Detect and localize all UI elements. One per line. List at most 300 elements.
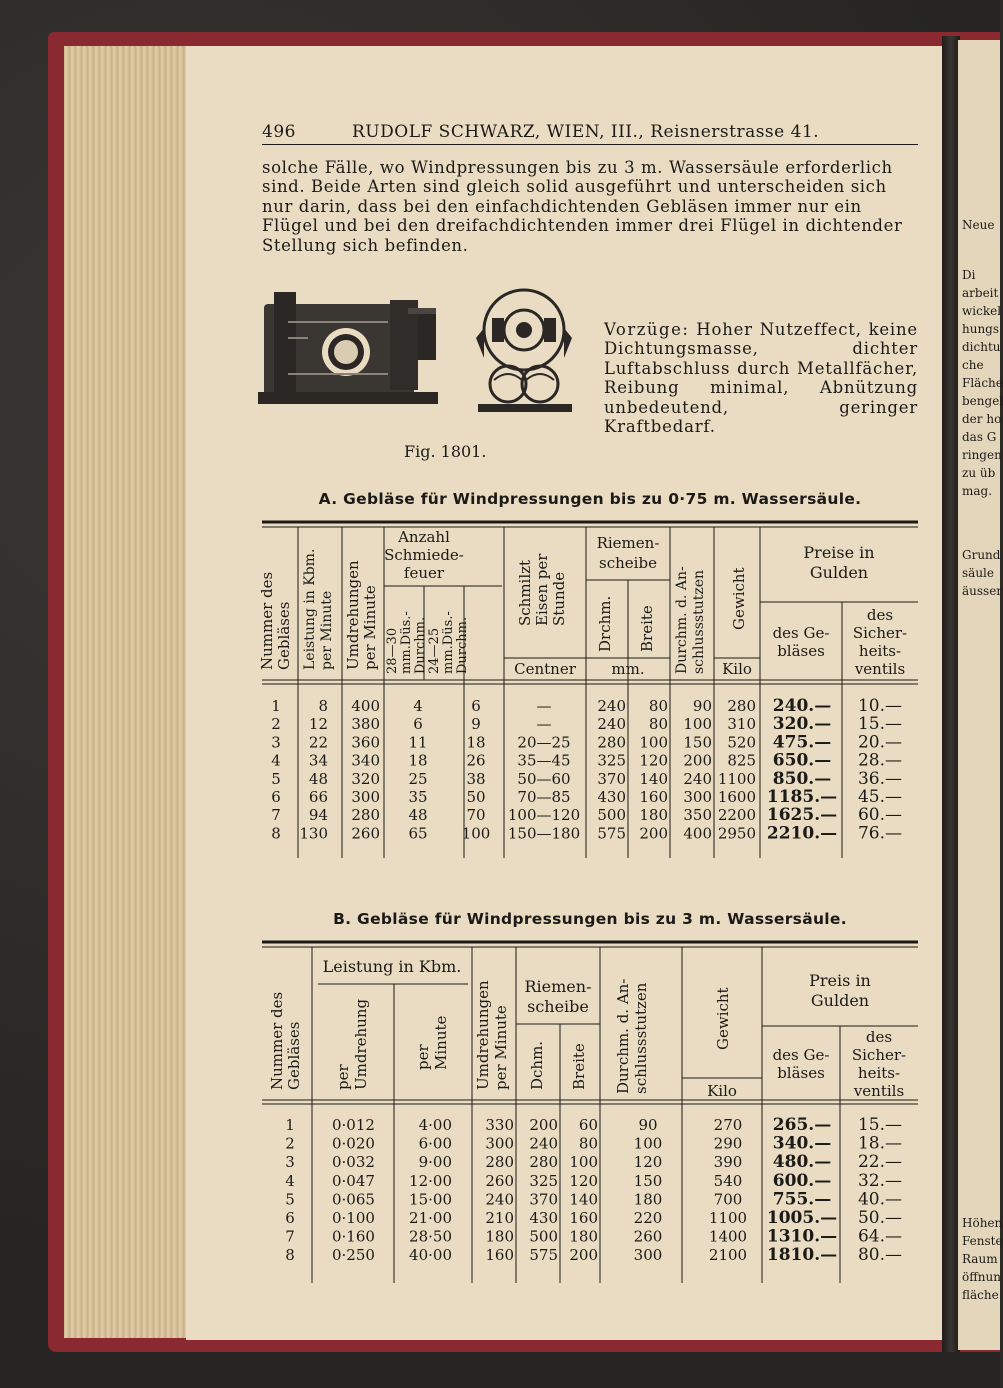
table-cell: 160 bbox=[485, 1246, 514, 1265]
next-page-text: ringen bbox=[962, 448, 1002, 462]
table-cell: 300 bbox=[683, 788, 712, 806]
header-line: schlussstutzen bbox=[691, 569, 707, 674]
table-cell: 100—120 bbox=[507, 806, 581, 825]
table-cell: 265.— bbox=[772, 1115, 832, 1135]
table-cell: 0·047 bbox=[332, 1171, 375, 1190]
table-cell: 3 bbox=[271, 733, 281, 752]
next-page-text: das G bbox=[962, 430, 997, 444]
table-cell: 8 bbox=[271, 824, 281, 843]
page-number: 496 bbox=[262, 122, 296, 142]
table-cell: 1 bbox=[285, 1116, 295, 1134]
table-cell: 35—45 bbox=[517, 751, 571, 770]
next-page-text: Fläche bbox=[962, 376, 1003, 390]
col-header-28-30 bbox=[385, 611, 428, 674]
header-line: Stunde bbox=[550, 571, 568, 626]
table-cell: 8 bbox=[285, 1246, 295, 1265]
table-cell: 0·250 bbox=[332, 1246, 375, 1265]
header-riemen-2: scheibe bbox=[527, 997, 589, 1016]
table-cell: 48 bbox=[308, 769, 328, 788]
table-cell: 20—25 bbox=[517, 733, 571, 752]
next-page-text: arbeit bbox=[962, 286, 999, 300]
header-des-geblaeses-2: bläses bbox=[777, 1064, 825, 1082]
table-cell: 120 bbox=[639, 751, 668, 770]
table-b bbox=[262, 938, 918, 1300]
header-line: Gewicht bbox=[714, 987, 732, 1050]
header-preise-2: Gulden bbox=[809, 563, 869, 582]
table-cell: 9·00 bbox=[418, 1153, 452, 1172]
header-line: mm.Düs.- bbox=[441, 611, 456, 674]
next-page-text: Fenste bbox=[962, 1234, 1003, 1248]
header-line: Dchm. bbox=[528, 1040, 546, 1090]
header-line: Eisen per bbox=[533, 553, 551, 626]
table-cell: 290 bbox=[713, 1134, 743, 1153]
table-cell: 1600 bbox=[717, 788, 756, 806]
table-cell: 7 bbox=[285, 1227, 295, 1246]
header-des-ventils-1: des bbox=[866, 606, 894, 624]
next-page-text: der ho bbox=[962, 412, 1002, 426]
table-cell: 15.— bbox=[857, 714, 903, 735]
table-cell: 240 bbox=[529, 1134, 558, 1153]
header-line: Anzahl bbox=[398, 528, 450, 546]
running-title: RUDOLF SCHWARZ, WIEN, III., Reisnerstrasse 41. bbox=[352, 122, 820, 142]
table-cell: 320.— bbox=[772, 714, 832, 735]
advantages-label: Vorzüge: bbox=[604, 320, 690, 339]
table-cell: 1625.— bbox=[766, 805, 838, 826]
header-preis-2: Gulden bbox=[810, 991, 870, 1010]
table-cell: 48 bbox=[408, 806, 428, 825]
header-des-geblaeses-1: des Ge- bbox=[772, 624, 830, 642]
header-line: Durchm. bbox=[413, 616, 428, 674]
table-cell: 94 bbox=[308, 806, 328, 825]
table-cell: 80 bbox=[648, 697, 668, 715]
header-line: Gebläses bbox=[275, 601, 293, 670]
table-cell: 60.— bbox=[857, 805, 903, 826]
header-line: Drchm. bbox=[596, 595, 614, 652]
next-page-text: Di bbox=[962, 268, 976, 282]
table-cell: 220 bbox=[633, 1209, 663, 1227]
table-cell: 50—60 bbox=[517, 769, 571, 788]
table-cell: 100 bbox=[461, 824, 491, 843]
header-des-ventils-4: ventils bbox=[854, 660, 906, 678]
table-cell: 76.— bbox=[857, 823, 903, 844]
table-cell: 650.— bbox=[772, 750, 832, 771]
table-cell: 22 bbox=[308, 733, 328, 752]
blower-side-view bbox=[258, 292, 438, 404]
table-cell: 280 bbox=[351, 806, 380, 825]
table-cell: 370 bbox=[529, 1190, 558, 1209]
next-page-text: äusser bbox=[962, 584, 1003, 598]
table-cell: 12·00 bbox=[409, 1171, 452, 1190]
table-cell: 66 bbox=[308, 788, 328, 806]
table-cell: 8 bbox=[318, 697, 328, 715]
table-cell: 130 bbox=[299, 824, 328, 843]
header-line: per Minute bbox=[361, 585, 379, 670]
table-cell: 26 bbox=[466, 751, 486, 770]
table-cell: 755.— bbox=[772, 1189, 832, 1210]
table-cell: 380 bbox=[351, 715, 380, 734]
table-cell: 390 bbox=[713, 1153, 743, 1172]
table-cell: 11 bbox=[408, 733, 428, 752]
table-b-body bbox=[285, 1115, 902, 1265]
table-cell: 180 bbox=[639, 806, 668, 825]
table-cell: 4 bbox=[413, 697, 423, 715]
col-header-nummer bbox=[258, 572, 293, 670]
table-cell: 34 bbox=[308, 751, 328, 770]
table-cell: 40.— bbox=[857, 1189, 903, 1210]
table-cell: 18 bbox=[408, 751, 428, 770]
next-page-text: bengel bbox=[962, 394, 1003, 408]
col-header-umdrehungen bbox=[474, 980, 510, 1090]
header-line: mm.Düs.- bbox=[399, 611, 414, 674]
header-line: Minute bbox=[432, 1015, 450, 1070]
table-cell: — bbox=[536, 715, 552, 734]
table-cell: 4 bbox=[271, 751, 281, 770]
header-des-ventils-2: Sicher- bbox=[852, 624, 908, 642]
header-line: per bbox=[414, 1044, 432, 1070]
table-cell: 18 bbox=[466, 733, 486, 752]
header-line: Umdrehung bbox=[352, 998, 370, 1090]
table-cell: 1310.— bbox=[766, 1226, 838, 1247]
table-cell: 1400 bbox=[708, 1227, 748, 1246]
table-cell: 28.— bbox=[857, 750, 903, 771]
header-riemen-1: Riemen- bbox=[596, 534, 660, 552]
table-cell: 90 bbox=[638, 1116, 658, 1134]
table-cell: 9 bbox=[471, 715, 481, 734]
col-header-nummer bbox=[268, 992, 303, 1090]
table-cell: 2 bbox=[285, 1134, 295, 1153]
table-cell: 7 bbox=[271, 806, 281, 825]
header-des-ventils-3: heits- bbox=[857, 1064, 901, 1082]
table-cell: 25 bbox=[408, 769, 428, 788]
table-cell: 150—180 bbox=[507, 824, 581, 843]
table-cell: 430 bbox=[529, 1209, 558, 1227]
header-line: 28—30 bbox=[385, 627, 400, 674]
col-header-drchm bbox=[596, 596, 614, 652]
table-a-title: A. Gebläse für Windpressungen bis zu 0·75 m. Wassersäule. bbox=[318, 490, 862, 508]
col-header-anzahl bbox=[384, 528, 464, 582]
table-cell: 5 bbox=[271, 769, 281, 788]
table-cell: 0·020 bbox=[332, 1134, 375, 1153]
table-cell: 45.— bbox=[857, 787, 903, 807]
table-cell: 825 bbox=[727, 751, 756, 770]
table-cell: 80 bbox=[648, 715, 668, 734]
table-cell: 280 bbox=[597, 733, 626, 752]
table-cell: 180 bbox=[569, 1227, 598, 1246]
col-header-stutzen bbox=[674, 566, 707, 674]
advantages-body: Hoher Nutzeffect, keine Dichtungsmasse, dichter Luftabschluss durch Metallfächer, Reibung minimal, Abnützung unbedeutend, geringer Kraftbedarf. bbox=[604, 320, 918, 437]
table-cell: 850.— bbox=[772, 768, 832, 789]
table-cell: 2210.— bbox=[766, 823, 838, 844]
header-line: Umdrehungen bbox=[344, 560, 362, 670]
blower-front-view bbox=[476, 290, 572, 412]
header-des-geblaeses-1: des Ge- bbox=[772, 1046, 830, 1064]
table-cell: 150 bbox=[683, 733, 712, 752]
table-cell: 80.— bbox=[857, 1245, 903, 1266]
table-cell: 40·00 bbox=[409, 1246, 452, 1265]
table-cell: 2200 bbox=[717, 806, 756, 825]
table-cell: 120 bbox=[633, 1153, 663, 1172]
table-cell: 360 bbox=[351, 733, 380, 752]
table-cell: 325 bbox=[597, 751, 626, 770]
table-cell: 240 bbox=[485, 1190, 514, 1209]
table-cell: 280 bbox=[529, 1153, 558, 1172]
table-cell: 240 bbox=[597, 697, 626, 715]
next-page-text: dichtu bbox=[962, 340, 1001, 354]
header-preis-1: Preis in bbox=[809, 971, 871, 990]
next-page-text: fläche bbox=[962, 1288, 999, 1302]
table-cell: 15·00 bbox=[409, 1190, 452, 1209]
header-line: Schmilzt bbox=[516, 559, 534, 626]
col-header-gewicht bbox=[714, 987, 732, 1050]
next-page-text: wickel bbox=[962, 304, 1002, 318]
col-header-gewicht bbox=[730, 567, 748, 630]
table-cell: 140 bbox=[639, 769, 668, 788]
figure-caption: Fig. 1801. bbox=[404, 442, 487, 461]
table-cell: 540 bbox=[713, 1171, 743, 1190]
table-cell: 2 bbox=[271, 715, 281, 734]
header-line: Nummer des bbox=[258, 571, 276, 670]
next-page-text: säule bbox=[962, 566, 994, 580]
table-cell: 350 bbox=[683, 806, 712, 825]
table-cell: 1100 bbox=[708, 1209, 748, 1227]
table-cell: 100 bbox=[683, 715, 712, 734]
col-header-dehm bbox=[528, 1041, 546, 1090]
table-cell: 64.— bbox=[857, 1226, 903, 1247]
table-cell: 6 bbox=[271, 788, 281, 806]
next-page-text: öffnun bbox=[962, 1270, 1001, 1284]
header-riemen-1: Riemen- bbox=[524, 977, 592, 996]
table-cell: 32.— bbox=[857, 1170, 903, 1191]
table-cell: 520 bbox=[727, 733, 756, 752]
col-header-schmilzt bbox=[516, 553, 568, 626]
intro-line: Flügel und bei den dreifachdichtenden immer drei Flügel in dichtender bbox=[262, 216, 903, 236]
table-cell: 150 bbox=[633, 1171, 663, 1190]
header-des-ventils-2: Sicher- bbox=[851, 1046, 907, 1064]
table-cell: 210 bbox=[485, 1209, 514, 1227]
header-des-ventils-3: heits- bbox=[858, 642, 902, 660]
table-cell: 90 bbox=[692, 697, 712, 715]
table-cell: 200 bbox=[569, 1246, 598, 1265]
table-cell: 15.— bbox=[857, 1115, 903, 1135]
table-cell: 2100 bbox=[708, 1246, 748, 1265]
col-header-per-umdrehung bbox=[334, 999, 370, 1090]
table-cell: 18.— bbox=[857, 1133, 903, 1154]
table-cell: 575 bbox=[529, 1246, 558, 1265]
header-line: Breite bbox=[570, 1043, 588, 1090]
page-edges bbox=[64, 46, 188, 1338]
table-cell: 12 bbox=[308, 715, 328, 734]
table-cell: 300 bbox=[351, 788, 380, 806]
table-cell: 270 bbox=[713, 1116, 743, 1134]
table-cell: 22.— bbox=[857, 1152, 903, 1173]
table-cell: 0·012 bbox=[332, 1116, 375, 1134]
header-line: Breite bbox=[638, 605, 656, 652]
next-page-text: Höhen bbox=[962, 1216, 1003, 1230]
table-cell: 0·160 bbox=[332, 1227, 375, 1246]
table-cell: 3 bbox=[285, 1153, 295, 1172]
table-cell: 4 bbox=[285, 1171, 295, 1190]
unit-kilo: Kilo bbox=[707, 1082, 737, 1100]
table-cell: 1 bbox=[271, 697, 281, 715]
header-line: Durchm. bbox=[455, 616, 470, 674]
table-cell: 575 bbox=[597, 824, 626, 843]
table-cell: 400 bbox=[683, 824, 712, 843]
table-cell: 0·032 bbox=[332, 1153, 375, 1172]
table-cell: 36.— bbox=[857, 768, 903, 789]
table-cell: 325 bbox=[529, 1171, 558, 1190]
table-cell: 260 bbox=[351, 824, 380, 843]
col-header-stutzen bbox=[614, 979, 650, 1094]
col-header-umdrehungen bbox=[344, 560, 379, 670]
header-rule bbox=[262, 144, 918, 145]
table-cell: 240 bbox=[597, 715, 626, 734]
unit-mm: mm. bbox=[611, 660, 645, 678]
table-cell: 240 bbox=[683, 769, 712, 788]
table-cell: 100 bbox=[633, 1134, 663, 1153]
col-header-breite bbox=[638, 605, 656, 652]
table-cell: 475.— bbox=[772, 732, 832, 753]
table-a bbox=[258, 518, 918, 863]
table-cell: 700 bbox=[713, 1190, 743, 1209]
table-cell: 50 bbox=[466, 788, 486, 806]
table-cell: 10.— bbox=[857, 696, 903, 716]
table-cell: 50.— bbox=[857, 1208, 903, 1228]
header-preise-1: Preise in bbox=[803, 543, 875, 562]
next-page-text: che bbox=[962, 358, 984, 372]
next-page-fragment bbox=[958, 40, 1003, 1350]
table-cell: 200 bbox=[529, 1116, 558, 1134]
table-cell: 6 bbox=[413, 715, 423, 734]
table-cell: 70 bbox=[466, 806, 486, 825]
table-cell: 500 bbox=[529, 1227, 558, 1246]
header-line: schlussstutzen bbox=[632, 982, 650, 1094]
next-page-text: mag. bbox=[962, 484, 993, 498]
table-cell: — bbox=[536, 697, 552, 715]
col-header-breite bbox=[570, 1043, 588, 1090]
table-cell: 28·50 bbox=[409, 1227, 452, 1246]
col-header-per-minute bbox=[414, 1015, 450, 1070]
table-cell: 4·00 bbox=[418, 1116, 452, 1134]
table-cell: 200 bbox=[639, 824, 668, 843]
table-cell: 60 bbox=[578, 1116, 598, 1134]
table-cell: 0·065 bbox=[332, 1190, 375, 1209]
table-cell: 21·00 bbox=[409, 1209, 452, 1227]
unit-kilo: Kilo bbox=[722, 660, 752, 678]
unit-centner: Centner bbox=[514, 660, 576, 678]
table-cell: 280 bbox=[485, 1153, 514, 1172]
table-cell: 100 bbox=[639, 733, 668, 752]
next-page-text: Grund bbox=[962, 548, 1001, 562]
col-header-leistung bbox=[302, 549, 335, 670]
header-des-ventils-4: ventils bbox=[853, 1082, 905, 1100]
table-cell: 400 bbox=[351, 697, 380, 715]
header-line: per Minute bbox=[492, 1005, 510, 1090]
table-cell: 1185.— bbox=[766, 787, 838, 807]
table-cell: 340.— bbox=[772, 1133, 832, 1154]
intro-paragraph bbox=[262, 158, 918, 255]
table-cell: 310 bbox=[727, 715, 756, 734]
table-cell: 6·00 bbox=[418, 1134, 452, 1153]
header-line: per Minute bbox=[319, 590, 335, 670]
table-cell: 260 bbox=[485, 1171, 514, 1190]
table-cell: 180 bbox=[485, 1227, 514, 1246]
intro-line: solche Fälle, wo Windpressungen bis zu 3 m. Wassersäule erforderlich bbox=[262, 158, 893, 177]
header-line: Schmiede- bbox=[384, 546, 464, 564]
header-line: Gebläses bbox=[285, 1021, 303, 1090]
table-cell: 120 bbox=[569, 1171, 598, 1190]
table-cell: 160 bbox=[569, 1209, 598, 1227]
table-cell: 320 bbox=[351, 769, 380, 788]
header-line: 24—25 bbox=[427, 627, 442, 674]
header-line: Nummer des bbox=[268, 991, 286, 1090]
table-cell: 100 bbox=[569, 1153, 598, 1172]
header-line: Durchm. d. An- bbox=[674, 566, 690, 674]
table-cell: 80 bbox=[578, 1134, 598, 1153]
next-page-text: Raum bbox=[962, 1252, 998, 1266]
table-cell: 140 bbox=[569, 1190, 598, 1209]
table-cell: 70—85 bbox=[517, 788, 571, 806]
table-cell: 600.— bbox=[772, 1170, 832, 1191]
blower-illustration bbox=[258, 282, 588, 422]
table-cell: 300 bbox=[633, 1246, 663, 1265]
table-cell: 20.— bbox=[857, 732, 903, 753]
advantages-text bbox=[604, 320, 918, 436]
table-cell: 200 bbox=[683, 751, 712, 770]
table-cell: 180 bbox=[633, 1190, 663, 1209]
header-riemen-2: scheibe bbox=[599, 554, 657, 572]
table-cell: 6 bbox=[285, 1209, 295, 1227]
intro-line: nur darin, dass bei den einfachdichtenden Gebläsen immer nur ein bbox=[262, 196, 862, 216]
table-cell: 1100 bbox=[717, 769, 756, 788]
header-line: Umdrehungen bbox=[474, 980, 492, 1090]
table-cell: 430 bbox=[597, 788, 626, 806]
header-line: feuer bbox=[403, 564, 445, 582]
intro-line: Stellung sich befinden. bbox=[262, 235, 469, 255]
header-des-ventils-1: des bbox=[865, 1028, 893, 1046]
table-cell: 260 bbox=[633, 1227, 663, 1246]
table-b-title: B. Gebläse für Windpressungen bis zu 3 m. Wassersäule. bbox=[333, 910, 847, 928]
table-cell: 480.— bbox=[772, 1152, 832, 1173]
header-des-geblaeses-2: bläses bbox=[777, 642, 825, 660]
col-header-24-25 bbox=[427, 611, 470, 674]
table-cell: 370 bbox=[597, 769, 626, 788]
table-cell: 280 bbox=[727, 697, 756, 715]
table-cell: 340 bbox=[351, 751, 380, 770]
header-line: per bbox=[334, 1064, 352, 1090]
header-line: Durchm. d. An- bbox=[614, 978, 632, 1094]
table-cell: 0·100 bbox=[332, 1209, 375, 1227]
header-leistung: Leistung in Kbm. bbox=[322, 957, 462, 976]
header-line: Leistung in Kbm. bbox=[302, 548, 318, 670]
table-cell: 35 bbox=[408, 788, 428, 806]
table-cell: 1810.— bbox=[766, 1245, 838, 1266]
header-line: Gewicht bbox=[730, 567, 748, 630]
next-page-text: hungs bbox=[962, 322, 1000, 336]
table-cell: 65 bbox=[408, 824, 428, 843]
next-page-text: Neue bbox=[962, 218, 995, 232]
table-cell: 240.— bbox=[772, 696, 832, 716]
table-cell: 330 bbox=[485, 1116, 514, 1134]
table-cell: 2950 bbox=[717, 824, 756, 843]
table-a-body bbox=[271, 696, 902, 843]
table-cell: 500 bbox=[597, 806, 626, 825]
next-page-text: zu üb bbox=[962, 466, 996, 480]
intro-line: sind. Beide Arten sind gleich solid ausgeführt und unterscheiden sich bbox=[262, 177, 887, 197]
table-cell: 38 bbox=[466, 769, 486, 788]
table-cell: 6 bbox=[471, 697, 481, 715]
table-cell: 5 bbox=[285, 1190, 295, 1209]
table-cell: 300 bbox=[485, 1134, 514, 1153]
